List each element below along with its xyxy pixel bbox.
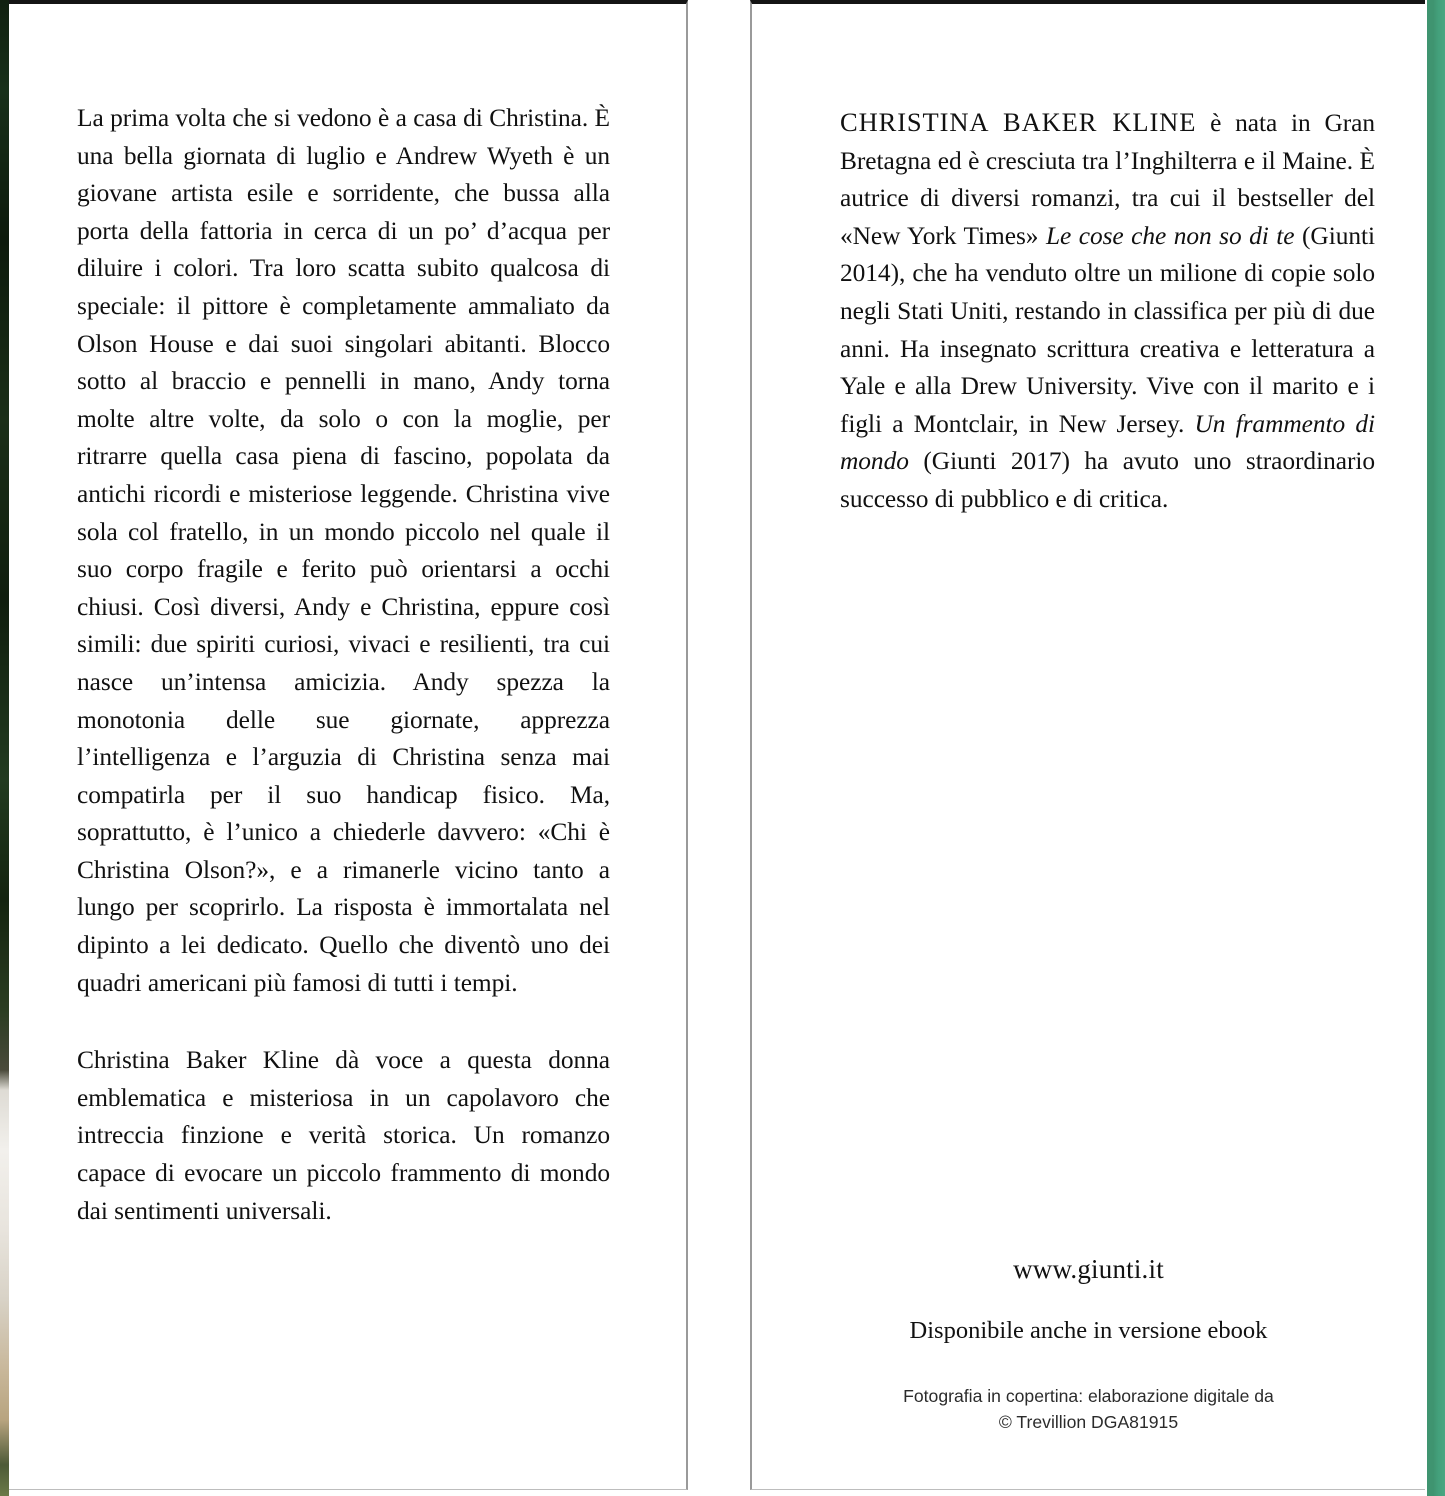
publisher-footer bbox=[750, 1252, 1427, 1435]
author-name: CHRISTINA BAKER KLINE bbox=[840, 107, 1197, 137]
author-bio bbox=[840, 104, 1375, 519]
cover-photo-credit-line-2: © Trevillion DGA81915 bbox=[998, 1412, 1179, 1432]
author-bio-segment-1: è nata in Gran Bretagna ed è cresciuta tra l’Inghilterra e il Maine. È autrice di diversi romanzi, tra cui il bestseller del «New York Times» bbox=[840, 109, 1375, 250]
cover-photo-credit-line-1: Fotografia in copertina: elaborazione digitale da bbox=[903, 1386, 1274, 1406]
ebook-availability-note: Disponibile anche in versione ebook bbox=[909, 1317, 1268, 1344]
book-title-le-cose-che-non-so-di-te: Le cose che non so di te bbox=[1045, 221, 1295, 250]
blurb-paragraph-1: La prima volta che si vedono è a casa di Christina. È una bella giornata di luglio e Andrew Wyeth è un giovane artista esile e sorridente, che bussa alla porta della fattoria in cerca di un po’ d’acqua per diluire i colori. Tra loro scatta subito qualcosa di speciale: il pittore è completamente ammaliato da Olson House e dai suoi singolari abitanti. Blocco sotto al braccio e pennelli in mano, Andy torna molte altre volte, da solo o con la moglie, per ritrarre quella casa piena di fascino, popolata da antichi ricordi e misteriose leggende. Christina vive sola col fratello, in un mondo piccolo nel quale il suo corpo fragile e ferito può orientarsi a occhi chiusi. Così diversi, Andy e Christina, eppure così simili: due spiriti curiosi, vivaci e resilienti, tra cui nasce un’intensa amicizia. Andy spezza la monotonia delle sue giornate, apprezza l’intelligenza e l’arguzia di Christina senza mai compatirla per il suo handicap fisico. Ma, soprattutto, è l’unico a chiederle davvero: «Chi è Christina Olson?», e a rimanerle vicino tanto a lungo per scoprirlo. La risposta è immortalata nel dipinto a lei dedicato. Quello che diventò uno dei quadri americani più famosi di tutti i tempi. bbox=[77, 104, 610, 997]
author-bio-segment-2: (Giunti 2014), che ha venduto oltre un milione di copie solo negli Stati Uniti, restando in classifica per più di due anni. Ha insegnato scrittura creativa e letteratura a Yale e alla Drew University. Vive con il marito e i figli a Montclair, in New Jersey. bbox=[840, 221, 1375, 438]
blurb-paragraph-2: Christina Baker Kline dà voce a questa donna emblematica e misteriosa in un capolavoro che intreccia finzione e verità storica. Un romanzo capace di evocare un piccolo frammento di mondo dai sentimenti universali. bbox=[77, 1046, 610, 1225]
cover-photo-edge-sliver bbox=[0, 0, 9, 1496]
author-bio-text bbox=[840, 104, 1375, 519]
cover-photo-credit bbox=[750, 1383, 1427, 1435]
spine-green-strip bbox=[1427, 0, 1445, 1496]
book-blurb bbox=[77, 100, 610, 1230]
author-bio-segment-3: (Giunti 2017) ha avuto uno straordinario successo di pubblico e di critica. bbox=[840, 447, 1375, 513]
book-title-un-frammento-di-mondo: Un frammento di mondo bbox=[840, 409, 1375, 476]
publisher-website-link[interactable]: www.giunti.it bbox=[1013, 1254, 1164, 1284]
left-flap-panel bbox=[9, 0, 688, 1490]
